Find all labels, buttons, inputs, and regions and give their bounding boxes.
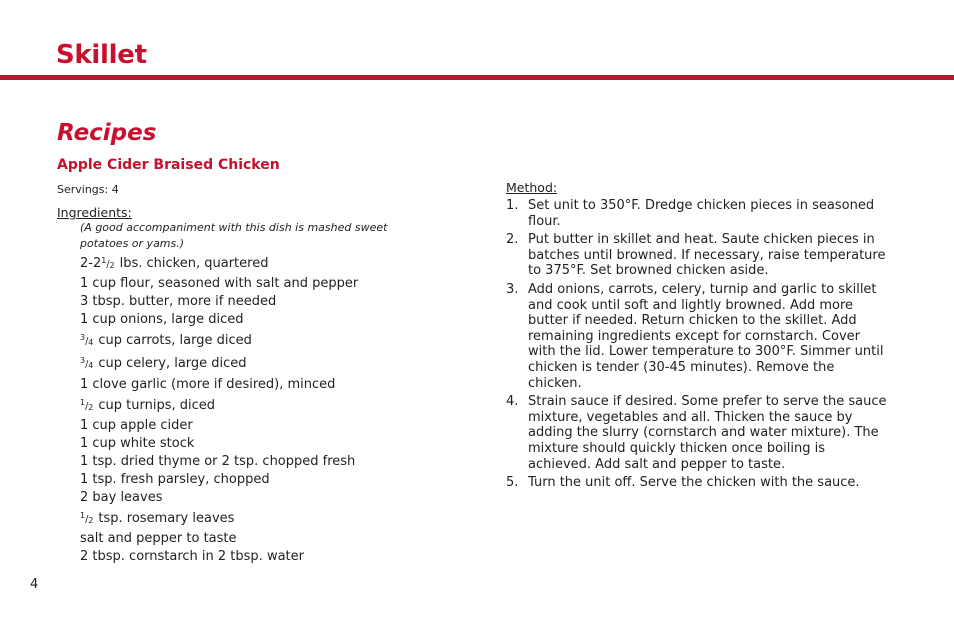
header-rule bbox=[0, 75, 954, 80]
method-step bbox=[506, 198, 891, 229]
ingredient-item bbox=[80, 311, 358, 329]
ingredients-note: (A good accompaniment with this dish is mashed sweet potatoes or yams.) bbox=[80, 221, 388, 250]
ingredient-text: 1 clove garlic (more if desired), minced bbox=[80, 376, 336, 392]
fraction-numerator: 1 bbox=[101, 256, 107, 265]
fraction-numerator: 3 bbox=[80, 333, 86, 343]
ingredients-heading: Ingredients: bbox=[57, 205, 132, 220]
method-step bbox=[506, 282, 891, 391]
ingredient-text: 1 cup onions, large diced bbox=[80, 312, 244, 328]
ingredient-text: cup celery, large diced bbox=[98, 356, 247, 372]
step-number: 3. bbox=[506, 281, 519, 297]
ingredient-text: lbs. chicken, quartered bbox=[119, 256, 269, 271]
ingredient-text: 2 bay leaves bbox=[80, 490, 163, 506]
method-heading: Method: bbox=[506, 180, 558, 195]
fraction-denominator: 4 bbox=[88, 338, 94, 348]
servings-text: Servings: 4 bbox=[57, 183, 119, 196]
ingredient-item bbox=[80, 530, 358, 548]
ingredient-item bbox=[80, 329, 358, 352]
fraction-numerator: 1 bbox=[80, 511, 86, 521]
ingredient-item bbox=[80, 453, 358, 471]
ingredient-item bbox=[80, 548, 358, 566]
section-title: Recipes bbox=[57, 120, 157, 146]
step-number: 5. bbox=[506, 475, 519, 491]
step-number: 2. bbox=[506, 232, 519, 248]
ingredient-fraction: $^1/_2$ bbox=[80, 511, 94, 526]
ingredient-text: 1 tsp. fresh parsley, chopped bbox=[80, 472, 270, 488]
ingredient-item bbox=[80, 352, 358, 375]
fraction-numerator: 1 bbox=[80, 397, 86, 407]
ingredient-item bbox=[80, 471, 358, 489]
ingredient-whole: 2-2 bbox=[80, 256, 102, 271]
ingredient-text: salt and pepper to taste bbox=[80, 531, 237, 547]
ingredient-fraction: $^1/_2$ bbox=[101, 256, 115, 270]
step-number: 1. bbox=[506, 198, 519, 213]
method-step bbox=[506, 232, 891, 279]
step-text: Strain sauce if desired. Some prefer to serve the sauce mixture, vegetables and all. Thicken the sauce by adding the slurry (cornstarch and water mixture). The mixture should quickly thicken once boiling is achieved. Add salt and pepper to taste. bbox=[528, 394, 887, 472]
fraction-denominator: 2 bbox=[88, 402, 94, 412]
ingredient-item bbox=[80, 435, 358, 453]
ingredient-text: cup turnips, diced bbox=[98, 397, 216, 413]
ingredient-text: 2 tbsp. cornstarch in 2 tbsp. water bbox=[80, 549, 304, 565]
step-text: Set unit to 350°F. Dredge chicken pieces in seasoned flour. bbox=[528, 198, 875, 229]
ingredient-fraction: $^1/_2$ bbox=[80, 397, 94, 412]
fraction-denominator: 4 bbox=[88, 361, 94, 371]
method-list bbox=[506, 198, 891, 494]
method-step bbox=[506, 475, 891, 491]
ingredient-text: 1 tsp. dried thyme or 2 tsp. chopped fresh bbox=[80, 453, 356, 469]
ingredient-text: 3 tbsp. butter, more if needed bbox=[80, 294, 277, 310]
ingredient-item bbox=[80, 394, 358, 417]
ingredient-text: 1 cup flour, seasoned with salt and pepper bbox=[80, 276, 359, 292]
ingredient-item bbox=[80, 417, 358, 435]
page-title: Skillet bbox=[56, 40, 147, 70]
fraction-numerator: 3 bbox=[80, 356, 86, 366]
method-step bbox=[506, 394, 891, 472]
ingredient-item bbox=[80, 376, 358, 394]
step-text: Put butter in skillet and heat. Saute chicken pieces in batches until browned. If necessary, raise temperature to 375°F. Set browned chicken aside. bbox=[528, 232, 886, 279]
step-text: Add onions, carrots, celery, turnip and garlic to skillet and cook until soft and lightly browned. Add more butter if needed. Return chicken to the skillet. Add remaining ingredients except for cornstarch. Cover with the lid. Lower temperature to 300°F. Simmer until chicken is tender (30-45 minutes). Remove the chicken. bbox=[528, 281, 884, 391]
ingredient-fraction: $^3/_4$ bbox=[80, 333, 94, 348]
ingredient-item bbox=[80, 489, 358, 507]
ingredient-text: tsp. rosemary leaves bbox=[98, 511, 235, 527]
ingredient-text: 1 cup apple cider bbox=[80, 417, 193, 433]
ingredient-item bbox=[80, 252, 358, 275]
ingredient-item bbox=[80, 275, 358, 293]
ingredient-text: cup carrots, large diced bbox=[98, 333, 252, 349]
ingredient-fraction: $^3/_4$ bbox=[80, 356, 94, 371]
page-number: 4 bbox=[30, 577, 39, 592]
ingredient-item bbox=[80, 507, 358, 530]
fraction-denominator: 2 bbox=[109, 261, 115, 270]
step-text: Turn the unit off. Serve the chicken with the sauce. bbox=[528, 475, 860, 491]
ingredient-list bbox=[80, 252, 358, 567]
fraction-denominator: 2 bbox=[88, 516, 94, 526]
recipe-title: Apple Cider Braised Chicken bbox=[57, 157, 280, 173]
ingredient-text: 1 cup white stock bbox=[80, 435, 195, 451]
ingredient-item bbox=[80, 293, 358, 311]
step-number: 4. bbox=[506, 394, 519, 410]
